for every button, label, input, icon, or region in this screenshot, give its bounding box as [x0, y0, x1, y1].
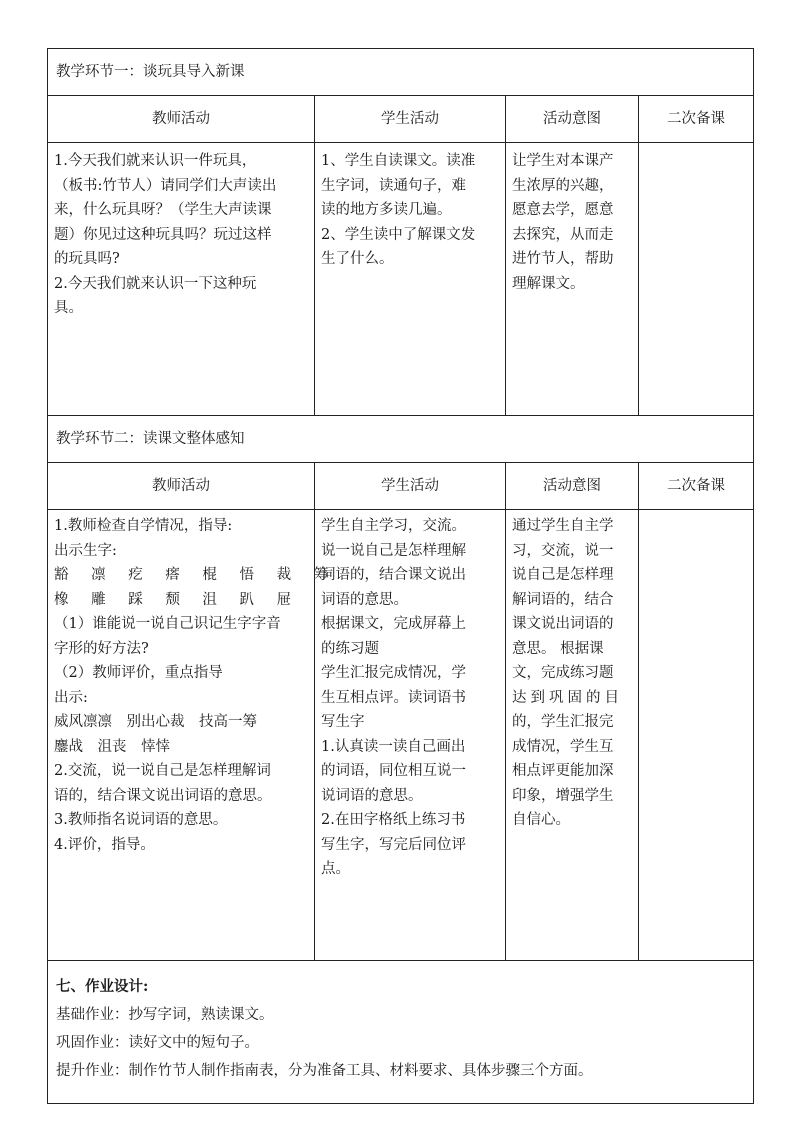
text-line: 学生汇报完成情况，学 — [321, 665, 466, 681]
text-line: 生互相点评。读词语书 — [321, 689, 466, 706]
section1-title: 教学环节一：谈玩具导入新课 — [48, 49, 754, 96]
lesson-plan-table — [47, 48, 754, 1104]
text-line: 去探究，从而走 — [512, 226, 614, 243]
homework-advanced: 提升作业：制作竹节人制作指南表，分为准备工具、材料要求、具体步骤三个方面。 — [56, 1063, 593, 1079]
text-line: 词语的，结合课文说出 — [321, 567, 466, 583]
text-line: 通过学生自主学 — [512, 518, 614, 534]
text-line: 写生字 — [321, 714, 365, 730]
section1-teacher-cell — [48, 143, 315, 416]
text-line: 生字词，读通句子，难 — [321, 177, 466, 194]
word-list: 威风凛凛 别出心裁 技高一筹 — [54, 714, 257, 730]
text-line: 语的，结合课文说出词语的意思。 — [54, 787, 272, 804]
text-line: （1）谁能说一说自己识记生字字音 — [54, 616, 281, 632]
text-line: 相点评更能加深 — [512, 763, 614, 779]
text-line: 1.今天我们就来认识一件玩具， — [54, 153, 257, 169]
text-line: 读的地方多读几遍。 — [321, 202, 452, 218]
text-line: 写生字，写完后同位评 — [321, 836, 466, 853]
text-line: 愿意去学，愿意 — [512, 202, 614, 218]
text-line: 2.在田字格纸上练习书 — [321, 812, 466, 828]
section2-second-prep-cell — [639, 510, 754, 961]
text-line: 题）你见过这种玩具吗？玩过这样 — [54, 226, 272, 243]
text-line: 解词语的，结合 — [512, 591, 614, 608]
section2-teacher-cell — [48, 510, 338, 961]
text-line: 1.教师检查自学情况，指导: — [54, 518, 233, 534]
section1-second-prep-cell — [639, 143, 754, 416]
header-student-activity: 学生活动 — [315, 96, 506, 143]
text-line: 1.认真读一读自己画出 — [321, 738, 466, 755]
text-line: 3.教师指名说词语的意思。 — [54, 812, 228, 828]
header-activity-intent: 活动意图 — [506, 463, 639, 510]
char-list: 橡 雕 踩 颓 沮 趴 屉 — [54, 591, 301, 608]
header-second-prep: 二次备课 — [639, 96, 754, 143]
text-line: 课文说出词语的 — [512, 616, 614, 632]
text-line: 说一说自己是怎样理解 — [321, 542, 466, 559]
text-line: 学生自主学习，交流。 — [321, 518, 466, 534]
char-list: 豁 凛 疙 瘩 棍 悟 裁 筹 — [54, 567, 338, 583]
text-line: 文，完成练习题 — [512, 665, 614, 681]
section1-intent-cell — [506, 143, 639, 416]
header-activity-intent: 活动意图 — [506, 96, 639, 143]
text-line: 说自己是怎样理 — [512, 567, 614, 583]
text-line: 4.评价，指导。 — [54, 836, 155, 853]
text-line: （2）教师评价，重点指导 — [54, 665, 223, 681]
text-line: 出示生字: — [54, 542, 117, 559]
text-line: 生了什么。 — [321, 251, 394, 267]
text-line: 根据课文，完成屏幕上 — [321, 616, 466, 632]
text-line: 1、学生自读课文。读准 — [321, 153, 476, 169]
homework-consolidate: 巩固作业：读好文中的短句子。 — [56, 1035, 259, 1051]
text-line: 来，什么玩具呀？（学生大声读课 — [54, 202, 272, 218]
text-line: 词语的意思。 — [321, 591, 408, 608]
text-line: 2.今天我们就来认识一下这种玩 — [54, 275, 257, 292]
text-line: 习，交流，说一 — [512, 542, 614, 559]
section1-student-cell — [315, 143, 506, 416]
section2-title: 教学环节二：读课文整体感知 — [48, 416, 754, 463]
text-line: 成情况，学生互 — [512, 738, 614, 755]
text-line: 的词语，同位相互说一 — [321, 763, 466, 779]
header-teacher-activity: 教师活动 — [48, 96, 315, 143]
text-line: 的玩具吗? — [54, 251, 120, 267]
text-line: 出示: — [54, 689, 88, 706]
text-line: 意思。 根据课 — [512, 640, 604, 657]
text-line: 理解课文。 — [512, 275, 585, 292]
text-line: 的，学生汇报完 — [512, 714, 614, 730]
header-second-prep: 二次备课 — [639, 463, 754, 510]
text-line: 自信心。 — [512, 812, 570, 828]
section2-intent-cell — [506, 510, 639, 961]
text-line: 字形的好方法? — [54, 640, 149, 657]
text-line: 让学生对本课产 — [512, 153, 614, 169]
text-line: 说词语的意思。 — [321, 787, 423, 804]
text-line: 生浓厚的兴趣， — [512, 177, 614, 194]
homework-basic: 基础作业：抄写字词，熟读课文。 — [56, 1007, 274, 1023]
text-line: 点。 — [321, 861, 350, 877]
text-line: 的练习题 — [321, 640, 379, 657]
header-student-activity: 学生活动 — [315, 463, 506, 510]
text-line: 印象，增强学生 — [512, 787, 614, 804]
word-list: 鏖战 沮丧 悻悻 — [54, 738, 170, 755]
text-line: 2、学生读中了解课文发 — [321, 226, 476, 243]
homework-title: 七、作业设计: — [56, 978, 149, 995]
homework-cell — [48, 961, 754, 1104]
header-teacher-activity: 教师活动 — [48, 463, 315, 510]
section2-student-cell — [315, 510, 506, 961]
text-line: 进竹节人，帮助 — [512, 251, 614, 267]
text-line: 达到巩固的目 — [512, 689, 623, 706]
text-line: 具。 — [54, 300, 83, 316]
text-line: 2.交流，说一说自己是怎样理解词 — [54, 763, 271, 779]
lesson-plan-page — [47, 48, 753, 1104]
text-line: （板书:竹节人）请同学们大声读出 — [54, 177, 277, 194]
